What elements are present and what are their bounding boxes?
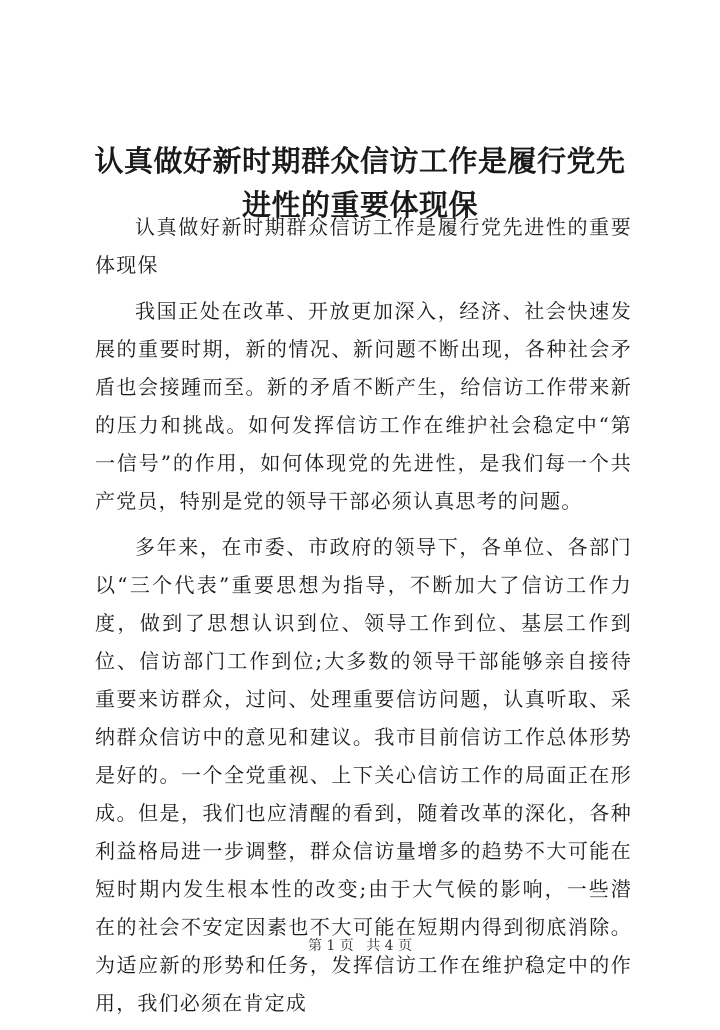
document-title: 认真做好新时期群众信访工作是履行党先进性的重要体现保	[94, 144, 626, 223]
paragraph-subtitle: 认真做好新时期群众信访工作是履行党先进性的重要体现保	[95, 215, 632, 277]
paragraph-intro: 我国正处在改革、开放更加深入，经济、社会快速发展的重要时期，新的情况、新问题不断出现，各种社会矛盾也会接踵而至。新的矛盾不断产生，给信访工作带来新的压力和挑战。如何发挥信访工作在维护社会稳定中“第一信号”的作用，如何体现党的先进性，是我们每一个共产党员，特别是党的领导干部必须认真思考的问题。	[95, 299, 632, 513]
document-body	[95, 208, 632, 1030]
page-total: 共 4 页	[366, 938, 413, 954]
page-number: 第 1 页	[307, 938, 354, 954]
paragraph-main: 多年来，在市委、市政府的领导下，各单位、各部门以“三个代表”重要思想为指导，不断加大了信访工作力度，做到了思想认识到位、领导工作到位、基层工作到位、信访部门工作到位;大多数的领导干部能够亲自接待重要来访群众，过问、处理重要信访问题，认真听取、采纳群众信访中的意见和建议。我市目前信访工作总体形势是好的。一个全党重视、上下关心信访工作的局面正在形成。但是，我们也应清醒的看到，随着改革的深化，各种利益格局进一步调整，群众信访量增多的趋势不大可能在短时期内发生根本性的改变;由于大气候的影响，一些潜在的社会不安定因素也不大可能在短期内得到彻底消除。为适应新的形势和任务，发挥信访工作在维护稳定中的作用，我们必须在肯定成	[95, 535, 632, 1015]
page-footer	[0, 936, 720, 956]
